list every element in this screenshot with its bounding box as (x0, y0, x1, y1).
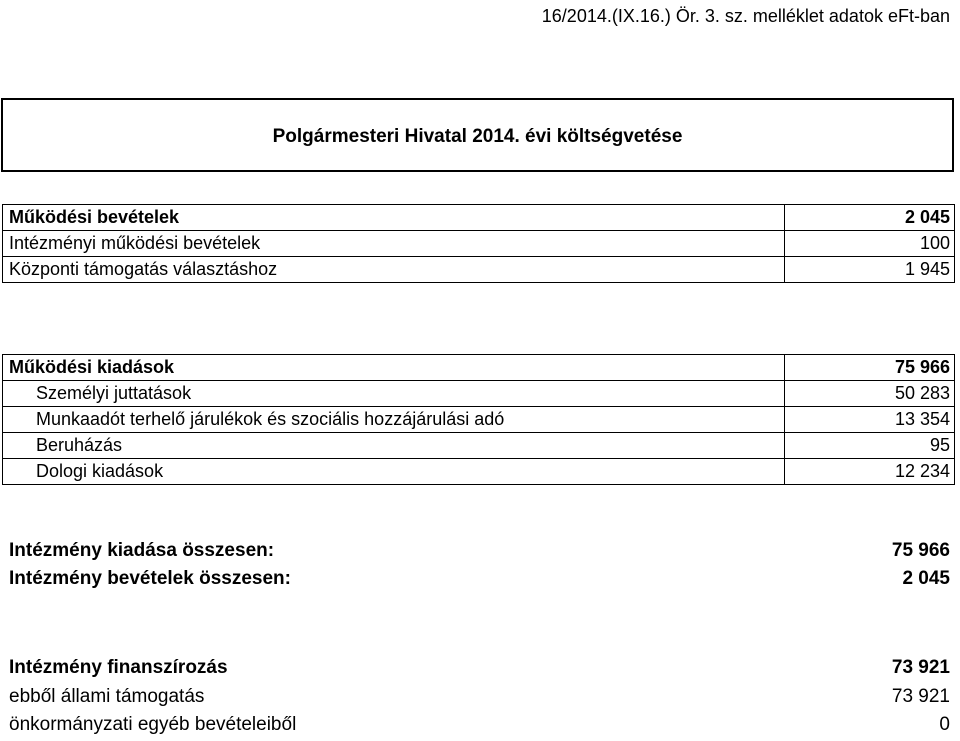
row-value: 100 (785, 231, 955, 257)
table-row (3, 407, 955, 433)
financing-row (9, 656, 950, 680)
row-label: Működési bevételek (3, 205, 785, 231)
other-revenue-value: 0 (939, 714, 950, 735)
state-support-value: 73 921 (891, 686, 950, 707)
table-row (3, 257, 955, 283)
expense-total-label: Intézmény kiadása összesen: (9, 540, 275, 561)
financing-value: 73 921 (891, 657, 950, 678)
revenue-total-value: 2 045 (902, 568, 950, 589)
header-note: 16/2014.(IX.16.) Ör. 3. sz. melléklet adatok eFt-ban (541, 6, 950, 26)
row-label: Központi támogatás választáshoz (3, 257, 785, 283)
row-label: Intézményi működési bevételek (3, 231, 785, 257)
row-label: Működési kiadások (3, 355, 785, 381)
other-revenue-row (9, 713, 950, 737)
revenue-table (2, 204, 955, 283)
row-label: Dologi kiadások (3, 459, 785, 485)
row-label: Beruházás (3, 433, 785, 459)
page-title: Polgármesteri Hivatal 2014. évi költségvetése (272, 126, 683, 147)
expense-total-value: 75 966 (891, 540, 950, 561)
state-support-row (9, 685, 950, 709)
row-value: 12 234 (785, 459, 955, 485)
table-row (3, 433, 955, 459)
table-row (3, 381, 955, 407)
title-box (1, 98, 954, 172)
state-support-label: ebből állami támogatás (9, 686, 205, 707)
table-row (3, 459, 955, 485)
expense-table (2, 354, 955, 485)
other-revenue-label: önkormányzati egyéb bevételeiből (9, 714, 297, 735)
financing-label: Intézmény finanszírozás (9, 657, 228, 678)
table-row (3, 205, 955, 231)
revenue-total-label: Intézmény bevételek összesen: (9, 568, 291, 589)
row-value: 2 045 (785, 205, 955, 231)
revenue-total-row (9, 567, 950, 591)
row-value: 13 354 (785, 407, 955, 433)
row-label: Személyi juttatások (3, 381, 785, 407)
row-label: Munkaadót terhelő járulékok és szociális hozzájárulási adó (3, 407, 785, 433)
row-value: 1 945 (785, 257, 955, 283)
expense-total-row (9, 539, 950, 563)
row-value: 75 966 (785, 355, 955, 381)
row-value: 50 283 (785, 381, 955, 407)
table-row (3, 231, 955, 257)
table-row (3, 355, 955, 381)
row-value: 95 (785, 433, 955, 459)
